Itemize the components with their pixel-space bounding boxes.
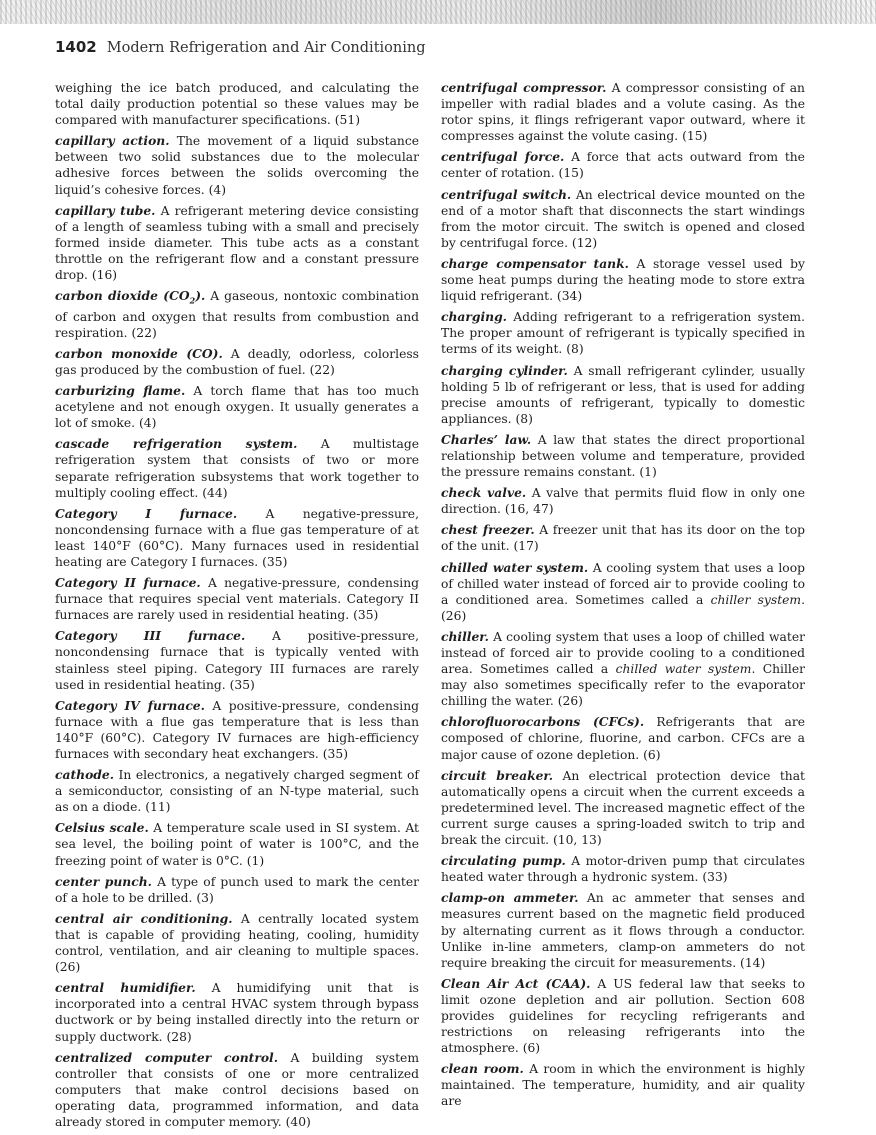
- glossary-entry-celsius-scale: [55, 820, 419, 868]
- glossary-entry-clamp-on-ammeter: [441, 890, 805, 970]
- glossary-term: carbon dioxide $(CO_2)$.: [55, 288, 206, 306]
- glossary-definition: The movement of a liquid substance between two solid substances due to the molecular adhesive forces between the solids overcoming the liquid’s cohesive forces. (4): [55, 134, 419, 197]
- glossary-definition: weighing the ice batch produced, and calculating the total daily production potential so these values may be compared with manufacturer specifications. (51): [55, 81, 419, 128]
- glossary-entry-centrifugal-compressor: [441, 80, 805, 144]
- glossary-entry-cascade-refrigeration-system: [55, 436, 419, 500]
- glossary-definition: A force that acts outward from the center of rotation. (15): [441, 150, 805, 181]
- glossary-definition: A law that states the direct proportional relationship between volume and temperature, provided the pressure remains constant. (1): [441, 432, 805, 480]
- glossary-definition: A motor-driven pump that circulates heated water through a hydronic system. (33): [441, 854, 805, 885]
- glossary-entry-center-punch: [55, 874, 419, 906]
- glossary-entry-chiller: [441, 629, 805, 709]
- glossary-term: centralized computer control.: [55, 1049, 278, 1065]
- glossary-entry-circulating-pump: [441, 853, 805, 885]
- glossary-definition: A storage vessel used by some heat pumps during the heating mode to store extra liquid refrigerant. (34): [441, 256, 805, 304]
- glossary-entry-centrifugal-force: [441, 149, 805, 181]
- glossary-definition: A US federal law that seeks to limit ozone depletion and air pollution. Section 608 provides guidelines for recycling refrigerants and restrictions on releasing refrigerants into the atmosphere. (6): [441, 976, 805, 1056]
- glossary-term: centrifugal compressor.: [441, 80, 607, 95]
- glossary-entry-circuit-breaker: [441, 768, 805, 848]
- glossary-term: center punch.: [55, 873, 152, 889]
- glossary-definition: An electrical protection device that automatically opens a circuit when the current exceeds a predetermined level. The increased magnetic effect of the current surge causes a spring-loaded switch to trip and break the circuit. (10, 13): [441, 768, 805, 848]
- glossary-entry-carbon-monoxide-co: [55, 346, 419, 378]
- glossary-definition: A positive-pressure, condensing furnace with a flue gas temperature that is less than 140°F (60°C). Category IV furnaces are high-efficiency furnaces with secondary heat exchangers. (35): [55, 698, 420, 762]
- right-column: [441, 80, 805, 1115]
- glossary-term: chlorofluorocarbons (CFCs).: [441, 714, 645, 730]
- glossary-definition: A temperature scale used in SI system. At sea level, the boiling point of water is 100°C, and the freezing point of water is 0°C. (1): [55, 821, 419, 868]
- glossary-term: carburizing flame.: [55, 383, 186, 399]
- glossary-term: capillary tube.: [55, 202, 156, 218]
- glossary-definition: A centrally located system that is capable of providing heating, cooling, humidity control, ventilation, and air cleaning to multiple spaces. (26): [55, 911, 419, 975]
- glossary-entry-charging-cylinder: [441, 363, 805, 427]
- glossary-term: centrifugal force.: [441, 149, 565, 165]
- glossary-entry-clean-air-act-caa: [441, 976, 805, 1056]
- glossary-definition: A refrigerant metering device consisting of a length of seamless tubing with a small and precisely formed inside diameter. This tube acts as a constant throttle on the refrigerant flow and a constant pressure drop. (16): [55, 203, 419, 283]
- glossary-term: cascade refrigeration system.: [55, 436, 298, 452]
- glossary-definition: An electrical device mounted on the end of a motor shaft that disconnects the start windings from the motor circuit. The switch is opened and closed by centrifugal force. (12): [441, 187, 805, 250]
- glossary-entry-capillary-action: [55, 133, 419, 197]
- glossary-term: Category IV furnace.: [55, 697, 205, 713]
- glossary-term: central humidifier.: [55, 980, 196, 996]
- glossary-entry-carburizing-flame: [55, 383, 419, 431]
- glossary-entry-centrifugal-switch: [441, 187, 805, 251]
- glossary-term: circuit breaker.: [441, 767, 554, 783]
- page-header: [55, 38, 425, 56]
- glossary-term: cathode.: [55, 767, 114, 783]
- glossary-definition: Refrigerants that are composed of chlorine, fluorine, and carbon. CFCs are a major cause of ozone depletion. (6): [441, 715, 805, 762]
- glossary-entry-carbon-dioxide-co: [55, 288, 419, 341]
- glossary-term: chest freezer.: [441, 522, 535, 538]
- glossary-entry-centralized-computer-control: [55, 1050, 419, 1130]
- glossary-definition: A multistage refrigeration system that consists of two or more separate refrigeration subsystems that work together to multiply cooling effect. (44): [55, 437, 419, 500]
- glossary-term: carbon monoxide (CO).: [55, 345, 223, 361]
- glossary-definition: A humidifying unit that is incorporated into a central HVAC system through bypass ductwork or by being installed directly into the return or supply ductwork. (28): [55, 981, 419, 1044]
- page-number: 1402: [55, 38, 97, 56]
- book-title: Modern Refrigeration and Air Conditioning: [106, 40, 426, 56]
- glossary-entry-chest-freezer: [441, 522, 805, 554]
- glossary-definition: An ac ammeter that senses and measures current based on the magnetic field produced by alternating current as it flows through a conductor. Unlike in-line ammeters, clamp-on ammeters do not require breaking the circuit for measurements. (14): [441, 891, 805, 970]
- top-edge-texture: [0, 0, 876, 24]
- left-column: [55, 80, 419, 1135]
- glossary-definition: A building system controller that consists of one or more centralized computers that make control decisions based on operating data, programmed information, and data already stored in computer memory. (40): [55, 1050, 419, 1129]
- glossary-entry-central-humidifier: [55, 980, 419, 1044]
- glossary-entry-category-ii-furnace: [55, 575, 419, 623]
- glossary-term: Celsius scale.: [55, 820, 149, 836]
- glossary-term: chiller.: [441, 628, 489, 644]
- glossary-definition: Adding refrigerant to a refrigeration system. The proper amount of refrigerant is typically specified in terms of its weight. (8): [441, 310, 805, 357]
- glossary-term: capillary action.: [55, 133, 170, 149]
- glossary-entry-charging: [441, 309, 805, 357]
- glossary-definition: In electronics, a negatively charged segment of a semiconductor, consisting of an N-type material, such as on a diode. (11): [55, 768, 419, 815]
- glossary-term: centrifugal switch.: [441, 186, 572, 202]
- glossary-term: Charles’ law.: [441, 431, 532, 447]
- glossary-definition: A negative-pressure, condensing furnace that requires special vent materials. Category II furnaces are rarely used in residential heating. (35): [55, 576, 419, 623]
- glossary-term: charging cylinder.: [441, 362, 568, 378]
- glossary-definition: A room in which the environment is highly maintained. The temperature, humidity, and air quality are: [441, 1062, 805, 1109]
- glossary-term: charging.: [441, 309, 507, 325]
- glossary-entry-category-iv-furnace: [55, 698, 419, 762]
- glossary-term: Clean Air Act (CAA).: [441, 975, 591, 991]
- glossary-entry-chlorofluorocarbons-cfcs: [441, 714, 805, 762]
- glossary-entry-clean-room: [441, 1061, 805, 1109]
- glossary-term: Category I furnace.: [55, 505, 238, 521]
- glossary-definition: A type of punch used to mark the center of a hole to be drilled. (3): [55, 874, 419, 905]
- glossary-definition: A negative-pressure, noncondensing furnace with a flue gas temperature of at least 140°F (60°C). Many furnaces used in residential heating are Category I furnaces. (35): [55, 506, 419, 569]
- glossary-term: Category II furnace.: [55, 575, 201, 591]
- glossary-entry-continued: [55, 80, 419, 128]
- glossary-entry-category-i-furnace: [55, 506, 419, 570]
- glossary-definition: A positive-pressure, noncondensing furnace that is typically vented with stainless steel piping. Category III furnaces are rarely used in residential heating. (35): [55, 629, 419, 692]
- glossary-definition: A cooling system that uses a loop of chilled water instead of forced air to provide cooling to a conditioned area. Sometimes called a chiller system. (26): [441, 560, 805, 623]
- glossary-entry-capillary-tube: [55, 203, 419, 283]
- glossary-definition: A cooling system that uses a loop of chilled water instead of forced air to provide cooling to a conditioned area. Sometimes called a chilled water system. Chiller may also sometimes specifically refer to the evaporator chilling the water. (26): [441, 629, 805, 709]
- glossary-entry-category-iii-furnace: [55, 628, 419, 692]
- glossary-term: chilled water system.: [441, 559, 589, 575]
- glossary-definition: A small refrigerant cylinder, usually holding 5 lb of refrigerant or less, that is used for adding precise amounts of refrigerant, typically to domestic appliances. (8): [441, 363, 805, 426]
- glossary-term: central air conditioning.: [55, 910, 233, 926]
- glossary-entry-cathode: [55, 767, 419, 815]
- glossary-entry-charles-law: [441, 432, 805, 480]
- glossary-entry-chilled-water-system: [441, 560, 805, 624]
- glossary-definition: A compressor consisting of an impeller with radial blades and a volute casing. As the rotor spins, it flings refrigerant vapor outward, where it compresses against the volute casing. (15): [441, 81, 805, 144]
- glossary-entry-check-valve: [441, 485, 805, 517]
- glossary-entry-central-air-conditioning: [55, 911, 419, 975]
- glossary-term: check valve.: [441, 485, 527, 501]
- glossary-definition: A deadly, odorless, colorless gas produced by the combustion of fuel. (22): [55, 346, 419, 377]
- glossary-term: clamp-on ammeter.: [441, 890, 579, 906]
- glossary-term: clean room.: [441, 1061, 524, 1077]
- glossary-definition: A gaseous, nontoxic combination of carbon and oxygen that results from combustion and respiration. (22): [55, 289, 419, 340]
- glossary-term: Category III furnace.: [55, 628, 246, 644]
- glossary-definition: A torch flame that has too much acetylene and not enough oxygen. It usually generates a lot of smoke. (4): [55, 384, 420, 431]
- glossary-definition: A freezer unit that has its door on the top of the unit. (17): [441, 523, 805, 554]
- glossary-term: charge compensator tank.: [441, 255, 629, 271]
- glossary-term: circulating pump.: [441, 853, 566, 869]
- glossary-definition: A valve that permits fluid flow in only one direction. (16, 47): [441, 486, 805, 517]
- glossary-entry-charge-compensator-tank: [441, 256, 805, 304]
